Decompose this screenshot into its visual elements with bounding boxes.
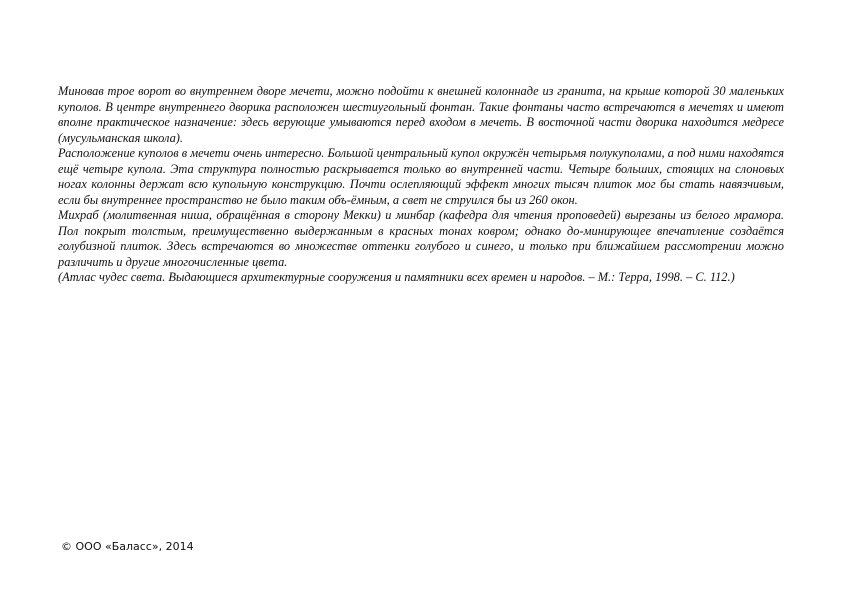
paragraph-source-citation: (Атлас чудес света. Выдающиеся архитектурные сооружения и памятники всех времен и народов. – М.: Терра, 1998. – С. 112.) [58, 270, 735, 284]
paragraph-mihrab: Михраб (молитвенная ниша, обращённая в сторону Мекки) и минбар (кафедра для чтения проповедей) вырезаны из белого мрамора. Пол покрыт толстым, преимущественно выдержанным в красных тонах ковром; однако до-минирующее впечатление создаётся голубизной плиток. Здесь встречаются во множестве оттенки голубого и синего, и только при ближайшем рассмотрении можно различить и другие многочисленные цвета. [58, 208, 784, 269]
document-text [58, 84, 784, 286]
paragraph-domes: Расположение куполов в мечети очень интересно. Большой центральный купол окружён четырьмя полукуполами, а под ними находятся ещё четыре купола. Эта структура полностью раскрывается только во внутренней части. Четыре больших, стоящих на слоновых ногах колонны держат всю купольную конструкцию. Почти ослепляющий эффект многих тысяч плиток мог бы стать навязчивым, если бы внутреннее пространство не было таким объ-ёмным, а свет не струился бы из 260 окон. [58, 146, 784, 207]
paragraph-courtyard: Миновав трое ворот во внутреннем дворе мечети, можно подойти к внешней колоннаде из гранита, на крыше которой 30 маленьких куполов. В центре внутреннего дворика расположен шестиугольный фонтан. Такие фонтаны часто встречаются в мечетях и имеют вполне практическое назначение: здесь верующие умываются перед входом в мечеть. В восточной части дворика находится медресе (мусульманская школа). [58, 84, 784, 145]
copyright-footer: © ООО «Баласс», 2014 [61, 540, 194, 553]
